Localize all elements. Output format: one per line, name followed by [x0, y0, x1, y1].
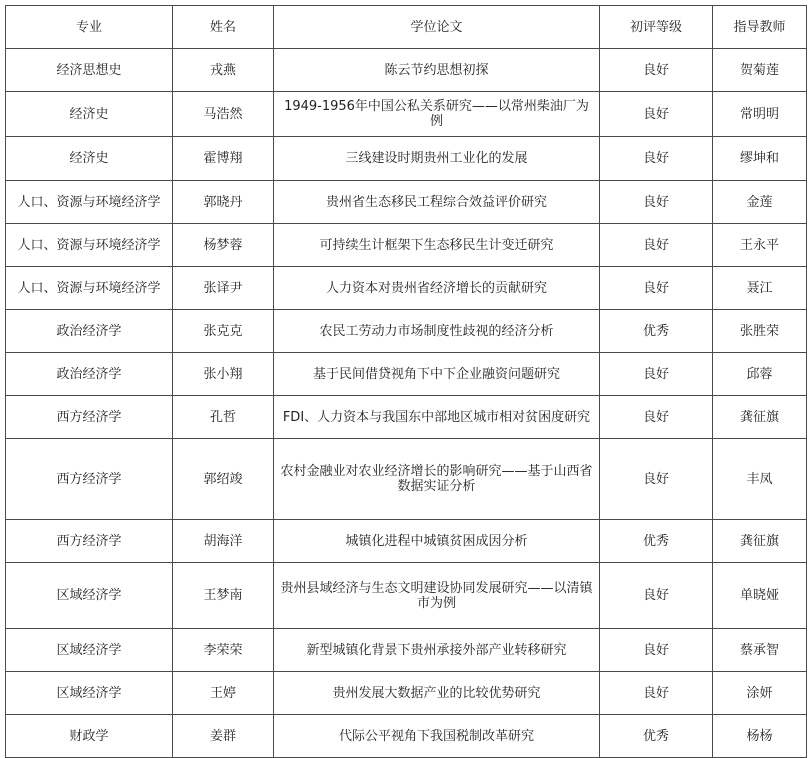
table-row: [6, 439, 807, 520]
cell-advisor: 王永平: [713, 224, 807, 267]
cell-name: 郭绍竣: [173, 439, 274, 520]
cell-grade: 良好: [600, 563, 713, 629]
cell-name: 张译尹: [173, 267, 274, 310]
table-row: [6, 267, 807, 310]
cell-thesis: 基于民间借贷视角下中下企业融资问题研究: [274, 353, 600, 396]
table-row: [6, 672, 807, 715]
cell-advisor: 单晓娅: [713, 563, 807, 629]
cell-name: 戎燕: [173, 49, 274, 92]
cell-advisor: 常明明: [713, 92, 807, 137]
cell-thesis: 人力资本对贵州省经济增长的贡献研究: [274, 267, 600, 310]
cell-major: 经济思想史: [6, 49, 173, 92]
cell-name: 郭晓丹: [173, 181, 274, 224]
cell-name: 王婷: [173, 672, 274, 715]
cell-name: 霍博翔: [173, 137, 274, 181]
cell-major: 区域经济学: [6, 672, 173, 715]
cell-major: 经济史: [6, 137, 173, 181]
cell-major: 政治经济学: [6, 353, 173, 396]
cell-name: 胡海洋: [173, 520, 274, 563]
cell-thesis: 贵州发展大数据产业的比较优势研究: [274, 672, 600, 715]
header-name: 姓名: [173, 6, 274, 49]
cell-grade: 优秀: [600, 715, 713, 758]
cell-major: 人口、资源与环境经济学: [6, 224, 173, 267]
cell-thesis: 三线建设时期贵州工业化的发展: [274, 137, 600, 181]
table-row: [6, 715, 807, 758]
cell-advisor: 杨杨: [713, 715, 807, 758]
table-header-row: [6, 6, 807, 49]
header-thesis: 学位论文: [274, 6, 600, 49]
cell-advisor: 金莲: [713, 181, 807, 224]
cell-grade: 良好: [600, 672, 713, 715]
cell-grade: 良好: [600, 439, 713, 520]
cell-major: 经济史: [6, 92, 173, 137]
cell-major: 西方经济学: [6, 396, 173, 439]
table-row: [6, 396, 807, 439]
cell-grade: 良好: [600, 629, 713, 672]
cell-advisor: 张胜荣: [713, 310, 807, 353]
cell-major: 政治经济学: [6, 310, 173, 353]
cell-thesis: 新型城镇化背景下贵州承接外部产业转移研究: [274, 629, 600, 672]
table-row: [6, 224, 807, 267]
cell-major: 西方经济学: [6, 520, 173, 563]
cell-thesis: 代际公平视角下我国税制改革研究: [274, 715, 600, 758]
header-major: 专业: [6, 6, 173, 49]
cell-grade: 良好: [600, 137, 713, 181]
table-row: [6, 629, 807, 672]
header-grade: 初评等级: [600, 6, 713, 49]
cell-thesis: 贵州省生态移民工程综合效益评价研究: [274, 181, 600, 224]
cell-name: 姜群: [173, 715, 274, 758]
cell-advisor: 龚征旗: [713, 520, 807, 563]
cell-advisor: 龚征旗: [713, 396, 807, 439]
cell-grade: 优秀: [600, 520, 713, 563]
cell-thesis: 1949-1956年中国公私关系研究——以常州柴油厂为例: [274, 92, 600, 137]
cell-grade: 良好: [600, 353, 713, 396]
table-row: [6, 92, 807, 137]
cell-thesis: 贵州县域经济与生态文明建设协同发展研究——以清镇市为例: [274, 563, 600, 629]
cell-major: 人口、资源与环境经济学: [6, 267, 173, 310]
cell-major: 区域经济学: [6, 563, 173, 629]
cell-name: 马浩然: [173, 92, 274, 137]
table-row: [6, 520, 807, 563]
cell-grade: 良好: [600, 396, 713, 439]
table-row: [6, 310, 807, 353]
cell-name: 孔哲: [173, 396, 274, 439]
cell-advisor: 丰凤: [713, 439, 807, 520]
cell-grade: 良好: [600, 181, 713, 224]
cell-advisor: 邱蓉: [713, 353, 807, 396]
table-row: [6, 353, 807, 396]
cell-thesis: 可持续生计框架下生态移民生计变迁研究: [274, 224, 600, 267]
cell-thesis: 陈云节约思想初探: [274, 49, 600, 92]
cell-advisor: 贺菊莲: [713, 49, 807, 92]
cell-thesis: FDI、人力资本与我国东中部地区城市相对贫困度研究: [274, 396, 600, 439]
header-advisor: 指导教师: [713, 6, 807, 49]
table-row: [6, 181, 807, 224]
cell-major: 人口、资源与环境经济学: [6, 181, 173, 224]
cell-advisor: 蔡承智: [713, 629, 807, 672]
cell-advisor: 聂江: [713, 267, 807, 310]
table-row: [6, 49, 807, 92]
cell-major: 财政学: [6, 715, 173, 758]
cell-grade: 良好: [600, 267, 713, 310]
cell-major: 区域经济学: [6, 629, 173, 672]
cell-advisor: 涂妍: [713, 672, 807, 715]
cell-name: 张克克: [173, 310, 274, 353]
cell-major: 西方经济学: [6, 439, 173, 520]
cell-grade: 良好: [600, 92, 713, 137]
thesis-table: [5, 5, 807, 758]
cell-thesis: 农民工劳动力市场制度性歧视的经济分析: [274, 310, 600, 353]
cell-grade: 良好: [600, 224, 713, 267]
table-row: [6, 137, 807, 181]
cell-name: 杨梦蓉: [173, 224, 274, 267]
cell-name: 王梦南: [173, 563, 274, 629]
cell-name: 张小翔: [173, 353, 274, 396]
cell-thesis: 农村金融业对农业经济增长的影响研究——基于山西省数据实证分析: [274, 439, 600, 520]
cell-grade: 优秀: [600, 310, 713, 353]
cell-thesis: 城镇化进程中城镇贫困成因分析: [274, 520, 600, 563]
cell-name: 李荣荣: [173, 629, 274, 672]
cell-grade: 良好: [600, 49, 713, 92]
table-row: [6, 563, 807, 629]
cell-advisor: 缪坤和: [713, 137, 807, 181]
